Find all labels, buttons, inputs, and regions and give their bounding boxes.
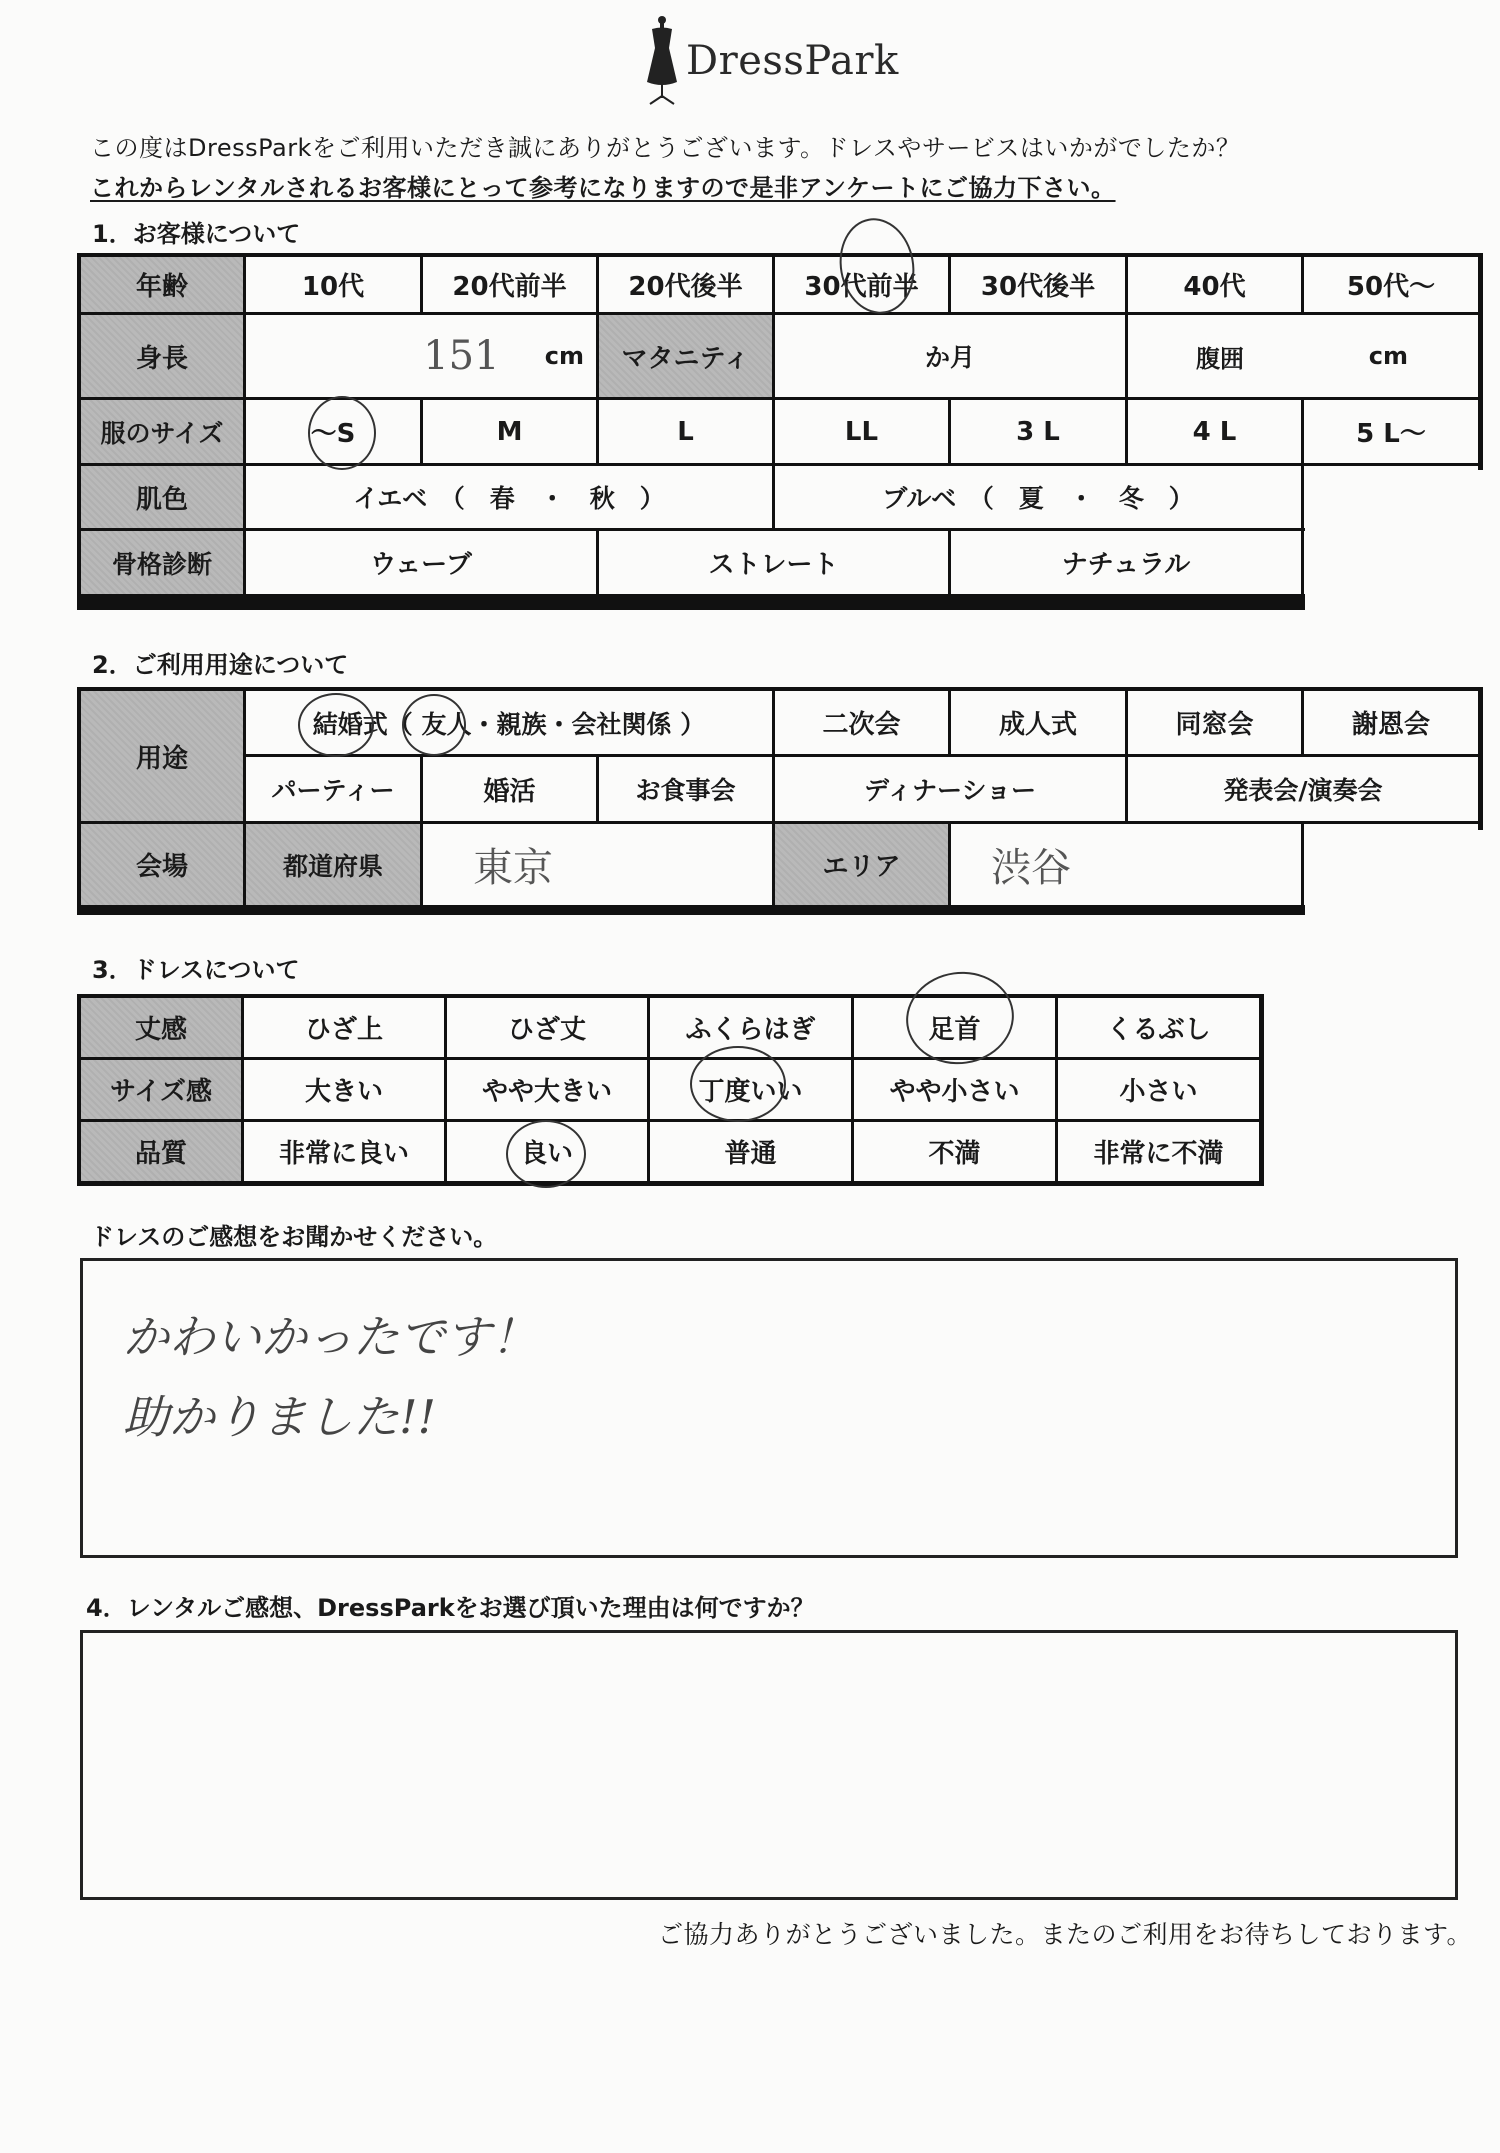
age-option-late-20s[interactable]: 20代後半: [599, 257, 772, 312]
venue-label: 会場: [81, 824, 243, 905]
maternity-label: マタニティ: [599, 315, 772, 397]
purpose-option-wedding[interactable]: 結婚式（ 友人・親族・会社関係 ）: [246, 691, 772, 754]
prefecture-field[interactable]: [423, 824, 772, 905]
section-2-title: 2．ご利用用途について: [92, 651, 349, 679]
age-label: 年齢: [81, 257, 243, 312]
age-option-50s-plus[interactable]: 50代～: [1304, 257, 1478, 312]
quality-option-very-poor[interactable]: 非常に不満: [1058, 1122, 1259, 1181]
dress-table: [77, 994, 1264, 1186]
purpose-label: 用途: [81, 691, 243, 821]
prefecture-value: 東京: [473, 845, 553, 891]
quality-option-very-good[interactable]: 非常に良い: [244, 1122, 444, 1181]
skin-option-blue[interactable]: ブルベ （ 夏 ・ 冬 ）: [775, 466, 1301, 528]
reason-textarea[interactable]: [80, 1630, 1458, 1900]
fit-option-small[interactable]: 小さい: [1058, 1060, 1259, 1119]
dresspark-logo: [640, 14, 900, 109]
length-option-above-knee[interactable]: ひざ上: [244, 998, 444, 1057]
length-option-calf[interactable]: ふくらはぎ: [650, 998, 851, 1057]
purpose-option-dinner[interactable]: お食事会: [599, 757, 772, 821]
height-field[interactable]: [246, 315, 596, 397]
prefecture-label: 都道府県: [246, 824, 420, 905]
purpose-option-thank-you-party[interactable]: 謝恩会: [1304, 691, 1478, 754]
age-option-10s[interactable]: 10代: [246, 257, 420, 312]
age-option-late-30s[interactable]: 30代後半: [951, 257, 1125, 312]
maternity-unit: か月: [924, 343, 975, 372]
size-option-s[interactable]: ～S: [246, 400, 420, 463]
purpose-option-dinner-show[interactable]: ディナーショー: [775, 757, 1125, 821]
waist-label: 腹囲: [1196, 344, 1244, 373]
customer-table: [77, 253, 1483, 610]
size-option-l[interactable]: L: [599, 400, 772, 463]
fit-label: サイズ感: [81, 1060, 241, 1119]
area-label: エリア: [775, 824, 948, 905]
section-4-title: 4．レンタルご感想、DressParkをお選び頂いた理由は何ですか？: [86, 1594, 815, 1622]
impression-prompt: ドレスのご感想をお聞かせください。: [90, 1223, 498, 1251]
length-option-ankle-bone[interactable]: くるぶし: [1058, 998, 1259, 1057]
skin-label: 肌色: [81, 466, 243, 528]
intro-line-2: これからレンタルされるお客様にとって参考になりますので是非アンケートにご協力下さい。: [90, 174, 1116, 202]
size-option-3l[interactable]: 3 L: [951, 400, 1125, 463]
fit-option-slightly-small[interactable]: やや小さい: [854, 1060, 1055, 1119]
fit-option-large[interactable]: 大きい: [244, 1060, 444, 1119]
purpose-option-afterparty[interactable]: 二次会: [775, 691, 948, 754]
size-option-m[interactable]: M: [423, 400, 596, 463]
purpose-option-coming-of-age[interactable]: 成人式: [951, 691, 1125, 754]
purpose-option-reunion[interactable]: 同窓会: [1128, 691, 1301, 754]
age-option-40s[interactable]: 40代: [1128, 257, 1301, 312]
size-option-4l[interactable]: 4 L: [1128, 400, 1301, 463]
area-field[interactable]: [951, 824, 1301, 905]
impression-line-2: 助かりました!!: [123, 1390, 436, 1444]
waist-field[interactable]: [1128, 315, 1478, 397]
length-label: 丈感: [81, 998, 241, 1057]
impression-line-1: かわいかったです！: [123, 1310, 537, 1364]
quality-option-average[interactable]: 普通: [650, 1122, 851, 1181]
waist-unit: cm: [1368, 342, 1408, 370]
fit-option-just-right[interactable]: 丁度いい: [650, 1060, 851, 1119]
quality-label: 品質: [81, 1122, 241, 1181]
quality-option-good[interactable]: 良い: [447, 1122, 647, 1181]
height-label: 身長: [81, 315, 243, 397]
area-value: 渋谷: [991, 845, 1071, 891]
purpose-option-konkatsu[interactable]: 婚活: [423, 757, 596, 821]
frame-option-straight[interactable]: ストレート: [599, 531, 948, 594]
length-option-knee[interactable]: ひざ丈: [447, 998, 647, 1057]
length-option-ankle[interactable]: 足首: [854, 998, 1055, 1057]
purpose-option-party[interactable]: パーティー: [246, 757, 420, 821]
frame-label: 骨格診断: [81, 531, 243, 594]
logo-text: DressPark: [686, 38, 899, 84]
quality-option-poor[interactable]: 不満: [854, 1122, 1055, 1181]
fit-option-slightly-large[interactable]: やや大きい: [447, 1060, 647, 1119]
size-label: 服のサイズ: [81, 400, 243, 463]
frame-option-natural[interactable]: ナチュラル: [951, 531, 1301, 594]
frame-option-wave[interactable]: ウェーブ: [246, 531, 596, 594]
size-option-5l[interactable]: 5 L～: [1304, 400, 1478, 463]
height-unit: cm: [544, 342, 584, 370]
usage-table: [77, 687, 1483, 915]
skin-option-yellow[interactable]: イエベ （ 春 ・ 秋 ）: [246, 466, 772, 528]
section-1-title: 1．お客様について: [92, 220, 301, 248]
height-value: 151: [423, 333, 500, 379]
maternity-field[interactable]: [775, 315, 1125, 397]
impression-textarea[interactable]: [80, 1258, 1458, 1558]
section-3-title: 3．ドレスについて: [92, 956, 300, 984]
purpose-option-recital[interactable]: 発表会/演奏会: [1128, 757, 1478, 821]
age-option-early-30s[interactable]: 30代前半: [775, 257, 948, 312]
closing-message: ご協力ありがとうございました。またのご利用をお待ちしております。: [657, 1920, 1472, 1949]
size-option-ll[interactable]: LL: [775, 400, 948, 463]
dress-form-icon: [640, 14, 684, 109]
age-option-early-20s[interactable]: 20代前半: [423, 257, 596, 312]
intro-line-1: この度はDressParkをご利用いただき誠にありがとうございます。ドレスやサービスはいかがでしたか？: [90, 134, 1241, 162]
